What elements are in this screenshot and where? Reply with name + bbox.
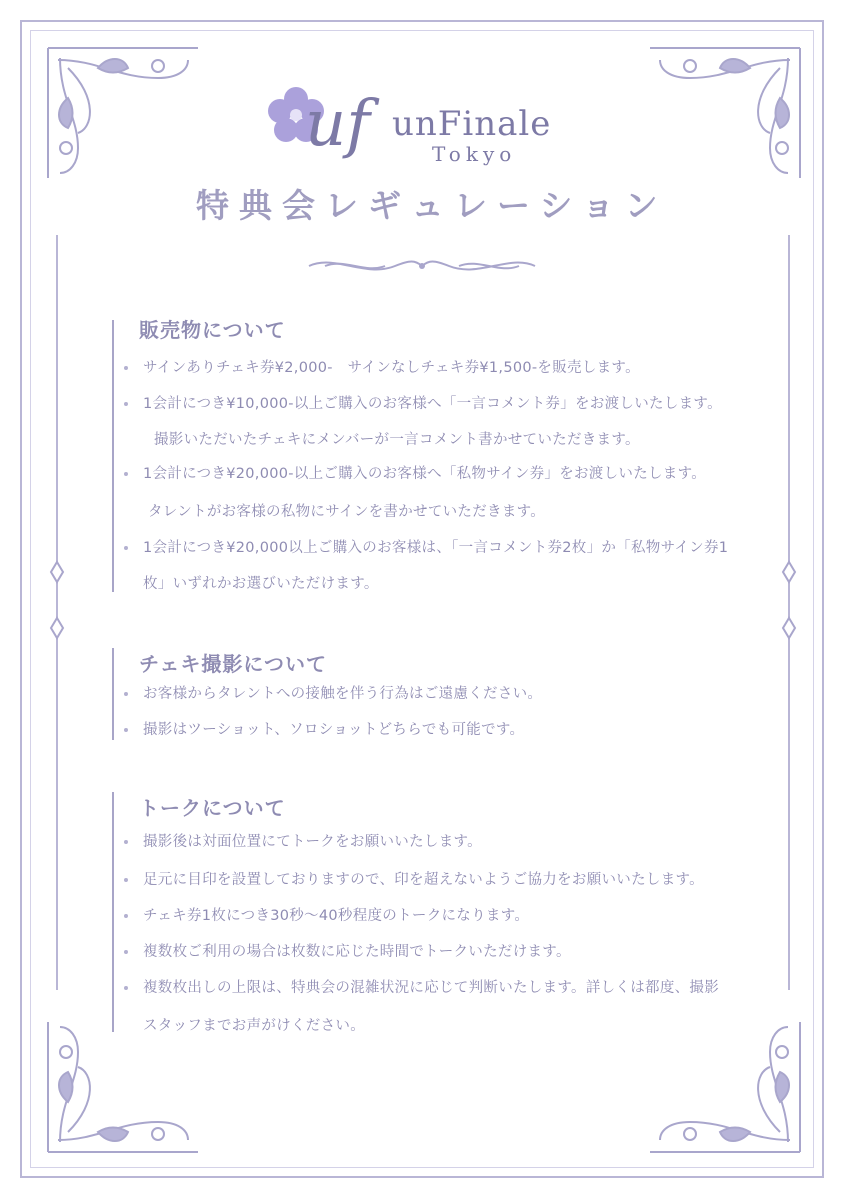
bullet xyxy=(124,878,128,882)
list-item-continuation: 枚」いずれかお選びいただけます。 xyxy=(143,576,379,592)
list-item-continuation: スタッフまでお声がけください。 xyxy=(143,1018,365,1034)
list-item: チェキ券1枚につき30秒～40秒程度のトークになります。 xyxy=(143,908,530,924)
list-item: 1会計につき¥20,000以上ご購入のお客様は、「一言コメント券2枚」か「私物サイン券1 xyxy=(143,540,729,556)
section-heading-cheki: チェキ撮影について xyxy=(139,652,327,676)
corner-ornament-top-left xyxy=(38,38,208,188)
logo-mark: uf xyxy=(305,87,370,161)
corner-ornament-top-right xyxy=(640,38,810,188)
section-cheki xyxy=(112,648,543,740)
bullet xyxy=(124,914,128,918)
left-rail-ornament xyxy=(48,560,66,640)
bullet xyxy=(124,402,128,406)
list-item: 撮影はツーショット、ソロショットどちらでも可能です。 xyxy=(143,722,525,738)
bullet xyxy=(124,692,128,696)
list-item: 1会計につき¥20,000-以上ご購入のお客様へ「私物サイン券」をお渡しいたします。 xyxy=(143,466,707,482)
bullet xyxy=(124,472,128,476)
bullet xyxy=(124,986,128,990)
list-item: 足元に目印を設置しておりますので、印を超えないようご協力をお願いいたします。 xyxy=(143,872,704,888)
list-item-continuation: 撮影いただいたチェキにメンバーが一言コメント書かせていただきます。 xyxy=(154,432,640,448)
bullet xyxy=(124,840,128,844)
corner-ornament-bottom-right xyxy=(640,1012,810,1162)
page-title: 特典会レギュレーション xyxy=(196,186,668,225)
list-item: 撮影後は対面位置にてトークをお願いいたします。 xyxy=(143,834,482,850)
list-item: サインありチェキ券¥2,000- サインなしチェキ券¥1,500-を販売します。 xyxy=(143,360,640,376)
section-heading-sales: 販売物について xyxy=(139,318,286,342)
bullet xyxy=(124,546,128,550)
section-heading-talk: トークについて xyxy=(139,796,286,820)
brand-name: unFinale xyxy=(392,104,552,144)
bullet xyxy=(124,366,128,370)
section-talk xyxy=(112,792,720,1034)
right-rail-ornament xyxy=(780,560,798,640)
list-item: 複数枚出しの上限は、特典会の混雑状況に応じて判断いたします。詳しくは都度、撮影 xyxy=(143,980,720,996)
brand-city: Tokyo xyxy=(432,142,517,166)
list-item: お客様からタレントへの接触を伴う行為はご遠慮ください。 xyxy=(143,686,543,702)
list-item-continuation: タレントがお客様の私物にサインを書かせていただきます。 xyxy=(148,504,546,520)
divider-ornament xyxy=(305,254,539,278)
list-item: 1会計につき¥10,000-以上ご購入のお客様へ「一言コメント券」をお渡しいたします。 xyxy=(143,396,722,412)
bullet xyxy=(124,950,128,954)
bullet xyxy=(124,728,128,732)
list-item: 複数枚ご利用の場合は枚数に応じた時間でトークいただけます。 xyxy=(143,944,571,960)
section-sales xyxy=(112,318,729,592)
